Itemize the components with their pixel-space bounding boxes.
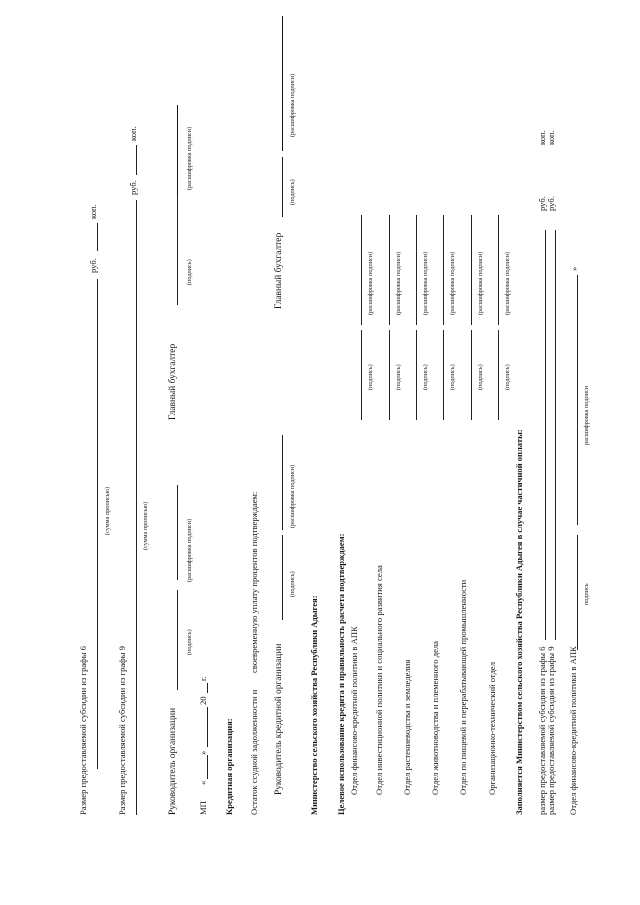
dept-6-sign-line bbox=[498, 330, 499, 420]
dept-6-decode-line bbox=[498, 215, 499, 325]
credit-org-chief-decode-caption: (расшифровка подписи) bbox=[289, 73, 296, 137]
partial-line-2-rub: руб. bbox=[546, 196, 556, 211]
subsidy-line-2-label: Размер предоставляемой субсидии из графы 9 bbox=[117, 646, 127, 815]
dept-2-sign-line bbox=[389, 330, 390, 420]
dept-2-decode-line bbox=[389, 215, 390, 325]
date-suffix: г. bbox=[198, 676, 208, 681]
org-head-label: Руководитель организации bbox=[168, 707, 178, 815]
credit-org-chief-decode-line bbox=[282, 16, 283, 151]
org-chief-accountant-label: Главный бухгалтер bbox=[168, 343, 178, 420]
dept-1-sign-line bbox=[361, 330, 362, 420]
dept-6-sign-caption: (подпись) bbox=[504, 364, 511, 390]
partial-dept-label: Отдел финансово-кредитной политики в АПК bbox=[568, 646, 578, 815]
dept-1-decode-caption: (расшифровка подписи) bbox=[367, 251, 374, 315]
dept-1-sign-caption: (подпись) bbox=[367, 364, 374, 390]
dept-6-decode-caption: (расшифровка подписи) bbox=[504, 251, 511, 315]
date-year: 20 bbox=[198, 696, 208, 705]
dept-2-name: Отдел инвестиционной политики и социального развития села bbox=[374, 565, 384, 795]
date-quote-close: » bbox=[198, 750, 208, 755]
credit-org-head-decode-caption: (расшифровка подписи) bbox=[289, 464, 296, 528]
partial-line-2-underline bbox=[555, 230, 556, 640]
partial-line-1-label: размер предоставляемой субсидии из графы 6 bbox=[537, 646, 547, 815]
mp-label: МП bbox=[198, 801, 208, 815]
dept-4-sign-line bbox=[443, 330, 444, 420]
dept-3-name: Отдел растениеводства и земледелия bbox=[402, 659, 412, 795]
partial-close-quote: » bbox=[569, 266, 579, 271]
credit-org-heading: Кредитная организация: bbox=[224, 718, 234, 815]
credit-org-chief-sign-caption: (подпись) bbox=[289, 179, 296, 205]
dept-4-decode-line bbox=[443, 215, 444, 325]
partial-decode-line bbox=[577, 275, 578, 525]
subsidy-line-1-kop: коп. bbox=[88, 204, 98, 219]
partial-payment-heading: Заполняется Министерством сельского хозяйства Республики Адыгея в случае частичной оплаты: bbox=[514, 429, 524, 815]
dept-1-decode-line bbox=[361, 215, 362, 325]
dept-4-sign-caption: (подпись) bbox=[449, 364, 456, 390]
credit-org-statement-a: Остаток ссудной задолженности и bbox=[249, 689, 259, 815]
org-chief-sign-line bbox=[177, 195, 178, 305]
dept-2-decode-caption: (расшифровка подписи) bbox=[395, 251, 402, 315]
dept-2-sign-caption: (подпись) bbox=[395, 364, 402, 390]
org-head-decode-line bbox=[177, 485, 178, 580]
date-month-blank bbox=[207, 707, 208, 747]
dept-5-decode-caption: (расшифровка подписи) bbox=[477, 251, 484, 315]
dept-5-name: Отдел по пищевой и перерабатывающей промышленности bbox=[458, 579, 468, 795]
partial-line-1-underline bbox=[545, 230, 546, 640]
dept-1-name: Отдел финансово-кредитной политики в АПК bbox=[349, 626, 359, 795]
subsidy-line-2-underline bbox=[136, 200, 137, 815]
dept-6-name: Организационно-технический отдел bbox=[487, 661, 497, 795]
credit-org-head-decode-line bbox=[282, 435, 283, 530]
credit-org-head-label: Руководитель кредитной организации bbox=[274, 643, 284, 795]
partial-decode-caption: расшифровка подписи bbox=[583, 385, 590, 445]
credit-org-head-sign-caption: (подпись) bbox=[289, 571, 296, 597]
subsidy-line-1-underline bbox=[97, 279, 98, 769]
subsidy-line-2-caption: (сумма прописью) bbox=[142, 501, 149, 550]
ministry-heading: Министерство сельского хозяйства Республики Адыгея: bbox=[309, 595, 319, 815]
credit-org-head-sign-line bbox=[282, 535, 283, 620]
dept-5-sign-caption: (подпись) bbox=[477, 364, 484, 390]
org-chief-sign-caption: (подпись) bbox=[186, 259, 193, 285]
subsidy-line-2-rub: руб. bbox=[128, 180, 138, 195]
date-day-blank bbox=[207, 755, 208, 779]
dept-3-sign-caption: (подпись) bbox=[422, 364, 429, 390]
subsidy-line-2-kop: коп. bbox=[128, 126, 138, 141]
dept-3-decode-caption: (расшифровка подписи) bbox=[422, 251, 429, 315]
partial-line-1-kop: коп. bbox=[537, 130, 547, 145]
subsidy-line-1-label: Размер предоставляемой субсидии из графы 6 bbox=[78, 646, 88, 815]
org-head-decode-caption: (расшифровка подписи) bbox=[186, 518, 193, 582]
subsidy-line-2-kop-blank bbox=[136, 145, 137, 175]
partial-line-2-kop: коп. bbox=[546, 130, 556, 145]
dept-3-decode-line bbox=[416, 215, 417, 325]
subsidy-line-1-caption: (сумма прописью) bbox=[104, 486, 111, 535]
dept-3-sign-line bbox=[416, 330, 417, 420]
dept-4-name: Отдел животноводства и племенного дела bbox=[430, 641, 440, 795]
ministry-confirm-heading: Целевое использование кредита и правильность расчета подтверждаем: bbox=[336, 533, 346, 815]
dept-5-sign-line bbox=[471, 330, 472, 420]
subsidy-line-1-kop-blank bbox=[97, 223, 98, 251]
date-year-blank bbox=[207, 683, 208, 693]
subsidy-line-1-rub: руб. bbox=[88, 258, 98, 273]
dept-4-decode-caption: (расшифровка подписи) bbox=[449, 251, 456, 315]
org-chief-decode-caption: (расшифровка подписи) bbox=[186, 126, 193, 190]
partial-line-2-label: размер предоставляемой субсидии из графы 9 bbox=[546, 646, 556, 815]
org-chief-decode-line bbox=[177, 105, 178, 195]
credit-org-chief-accountant-label: Главный бухгалтер bbox=[274, 232, 284, 309]
partial-line-1-rub: руб. bbox=[537, 196, 547, 211]
credit-org-chief-sign-line bbox=[282, 157, 283, 217]
partial-sign-caption: подпись bbox=[583, 583, 590, 605]
partial-sign-line bbox=[577, 535, 578, 650]
org-head-sign-line bbox=[177, 590, 178, 690]
date-quote-open: « bbox=[198, 780, 208, 785]
org-head-sign-caption: (подпись) bbox=[186, 629, 193, 655]
credit-org-statement-b: своевременную уплату процентов подтверждаем: bbox=[249, 491, 259, 673]
dept-5-decode-line bbox=[471, 215, 472, 325]
